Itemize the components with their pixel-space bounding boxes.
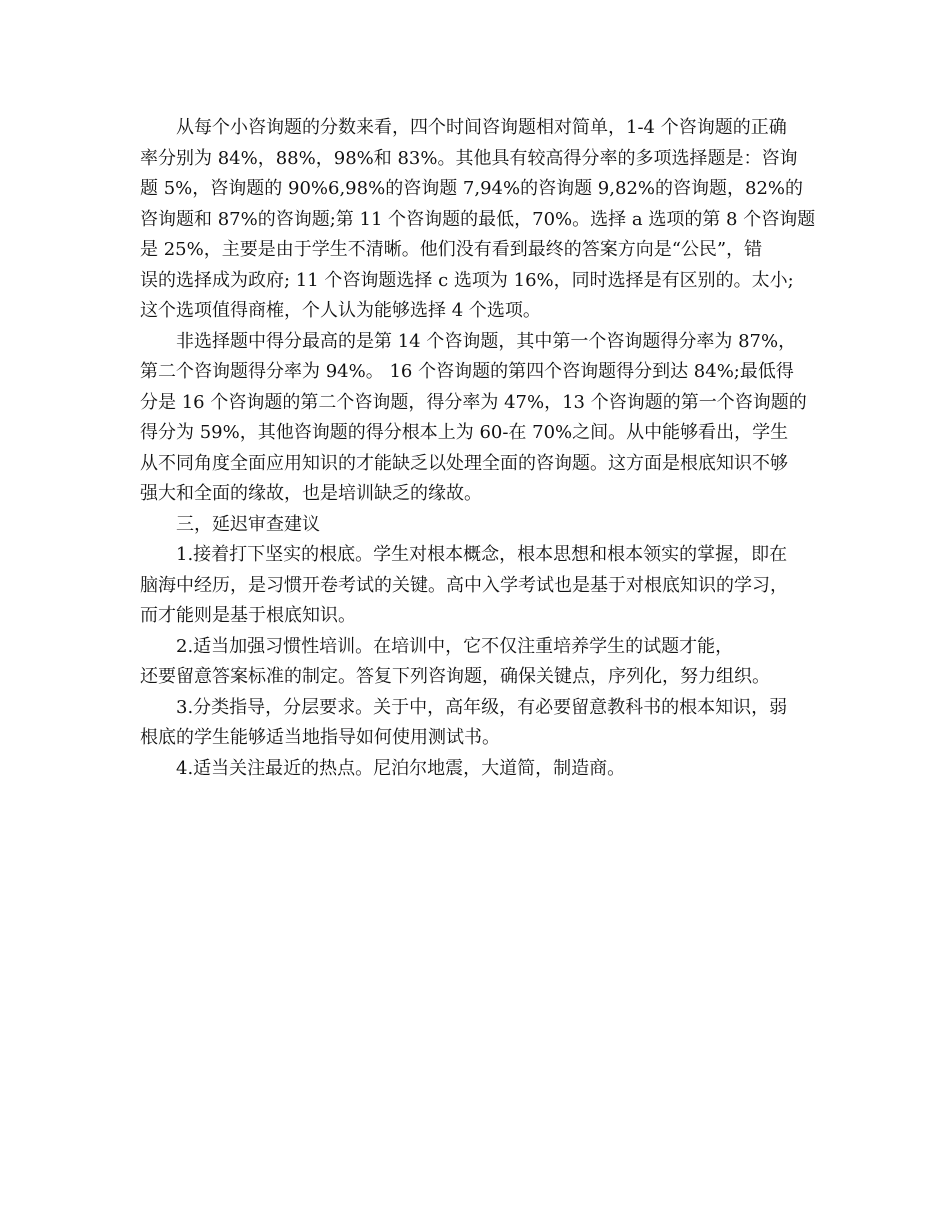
text-line: 还要留意答案标准的制定。答复下列咨询题，确保关键点，序列化，努力组织。 [140,666,770,687]
text-line: 而才能则是基于根底知识。 [140,605,356,626]
text-line: 根底的学生能够适当地指导如何使用测试书。 [140,727,500,748]
section-heading: 三，延迟审查建议 [176,513,320,535]
suggestion-item-3 [140,693,812,754]
suggestion-item-1 [140,540,812,632]
paragraph-choice-analysis [140,113,816,327]
suggestion-item-4 [140,754,812,785]
text-line: 咨询题和 87%的咨询题;第 11 个咨询题的最低，70%。选择 a 选项的第 8 个咨询题 [140,208,816,230]
text-line: 是 25%，主要是由于学生不清晰。他们没有看到最终的答案方向是“公民”，错 [140,239,763,260]
text-line: 脑海中经历，是习惯开卷考试的关键。高中入学考试也是基于对根底知识的学习， [140,574,788,596]
suggestion-item-2 [140,632,812,693]
text-line: 3.分类指导，分层要求。关于中，高年级，有必要留意教科书的根本知识，弱 [176,696,788,718]
text-line: 分是 16 个咨询题的第二个咨询题，得分率为 47%，13 个咨询题的第一个咨询题的 [140,391,807,413]
text-line: 误的选择成为政府; 11 个咨询题选择 c 选项为 16%，同时选择是有区别的。太小; [140,269,794,291]
document-body [140,113,816,784]
text-line: 非选择题中得分最高的是第 14 个咨询题，其中第一个咨询题得分率为 87%， [176,330,797,352]
text-line: 4.适当关注最近的热点。尼泊尔地震，大道简，制造商。 [176,757,626,779]
text-line: 第二个咨询题得分率为 94%。 16 个咨询题的第四个咨询题得分到达 84%;最低得 [140,361,794,382]
text-line: 从不同角度全面应用知识的才能缺乏以处理全面的咨询题。这方面是根底知识不够 [140,452,788,474]
text-line: 率分别为 84%，88%，98%和 83%。其他具有较高得分率的多项选择题是：咨询 [140,147,798,169]
text-line: 这个选项值得商榷，个人认为能够选择 4 个选项。 [140,300,541,321]
text-line: 得分为 59%，其他咨询题的得分根本上为 60-在 70%之间。从中能够看出，学生 [140,422,789,443]
text-line: 1.接着打下坚实的根底。学生对根本概念，根本思想和根本领实的掌握，即在 [176,544,788,565]
text-line: 2.适当加强习惯性培训。在培训中，它不仅注重培养学生的试题才能， [176,635,734,657]
text-line: 从每个小咨询题的分数来看，四个时间咨询题相对简单，1-4 个咨询题的正确 [176,117,787,138]
paragraph-non-choice-analysis [140,327,812,510]
text-line: 题 5%，咨询题的 90%6,98%的咨询题 7,94%的咨询题 9,82%的咨询题，82%的 [140,178,804,199]
text-line: 强大和全面的缘故，也是培训缺乏的缘故。 [140,483,482,504]
